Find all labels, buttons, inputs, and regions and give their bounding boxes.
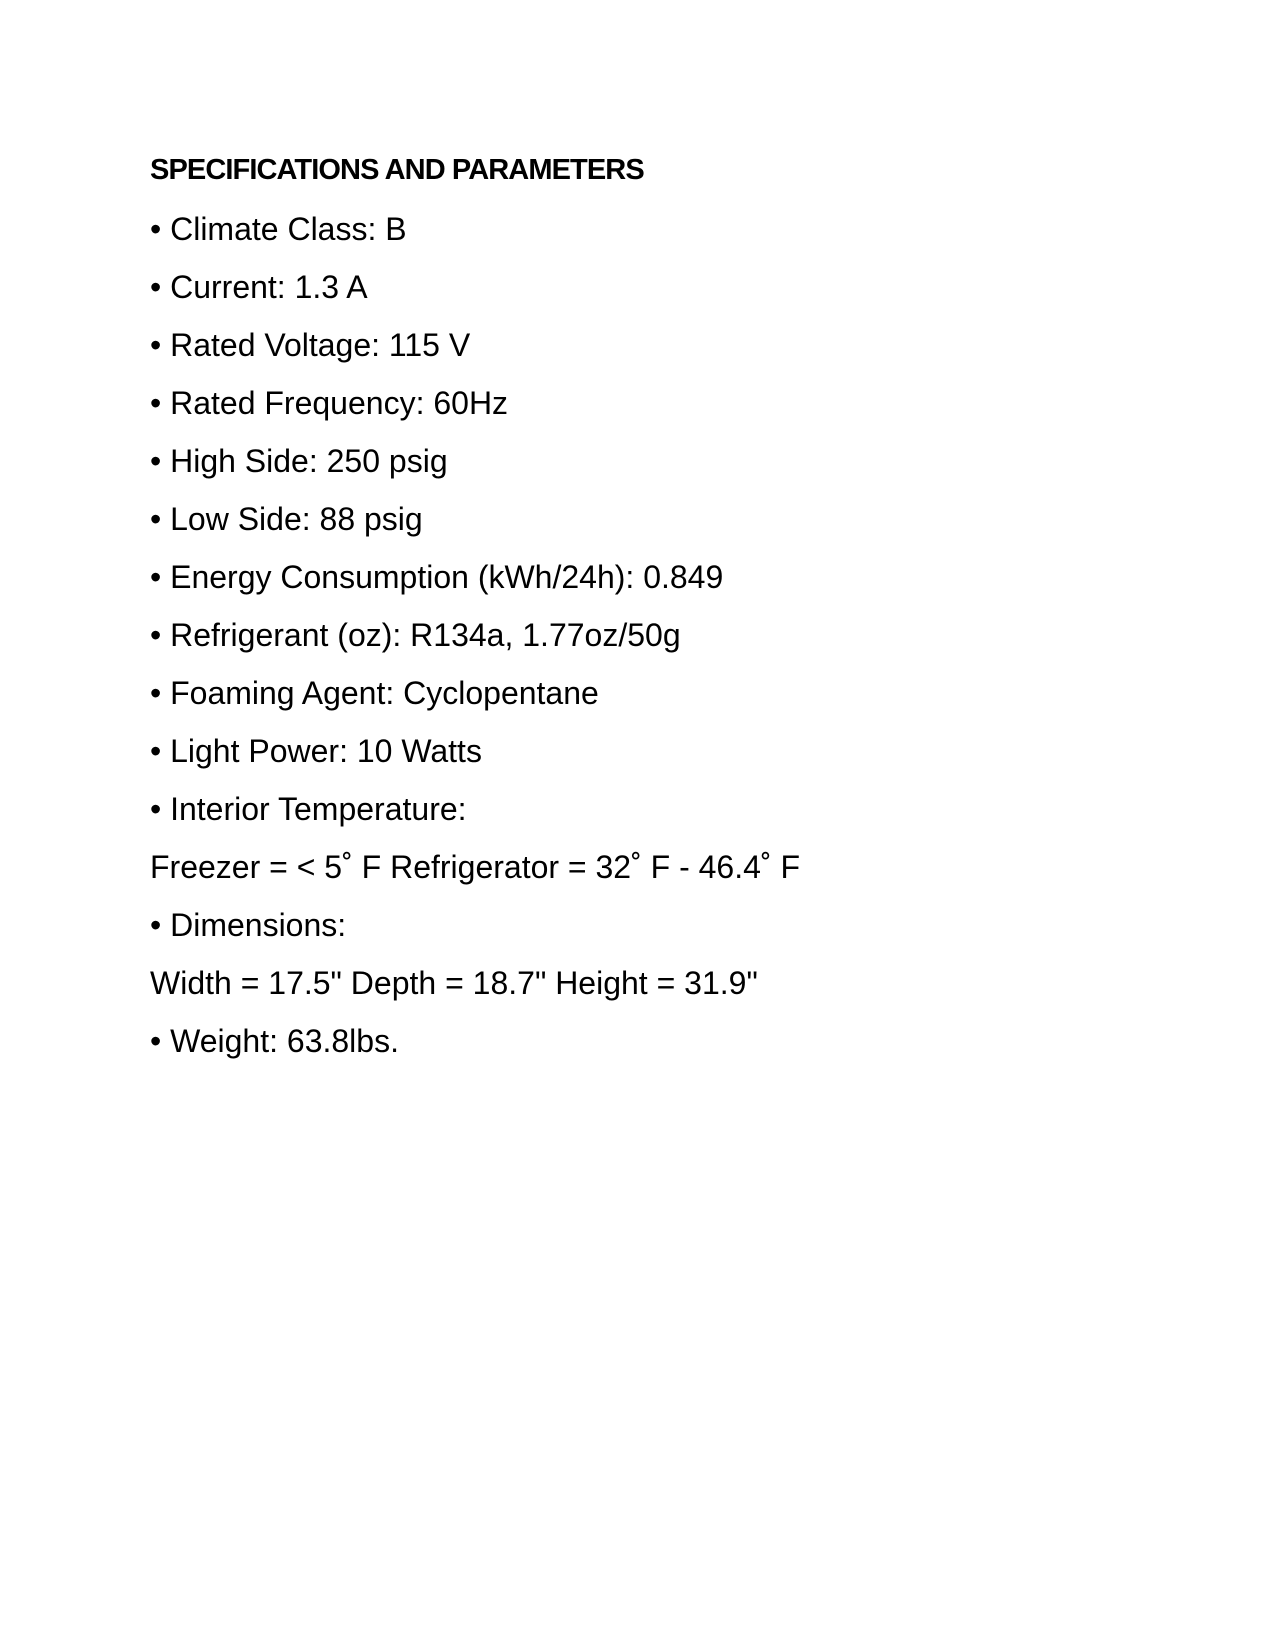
spec-high-side: • High Side: 250 psig bbox=[150, 443, 448, 479]
spec-current: • Current: 1.3 A bbox=[150, 269, 368, 305]
spec-interior-temperature-values: Freezer = < 5˚ F Refrigerator = 32˚ F - 46.4˚ F bbox=[150, 849, 800, 885]
spec-low-side: • Low Side: 88 psig bbox=[150, 501, 423, 537]
spec-refrigerant: • Refrigerant (oz): R134a, 1.77oz/50g bbox=[150, 617, 681, 653]
spec-rated-voltage: • Rated Voltage: 115 V bbox=[150, 327, 471, 363]
spec-climate-class: • Climate Class: B bbox=[150, 211, 407, 247]
spec-energy-consumption: • Energy Consumption (kWh/24h): 0.849 bbox=[150, 559, 724, 595]
spec-light-power: • Light Power: 10 Watts bbox=[150, 733, 482, 769]
spec-list bbox=[150, 200, 800, 1070]
spec-dimensions-values: Width = 17.5" Depth = 18.7" Height = 31.9" bbox=[150, 965, 758, 1001]
page-title: SPECIFICATIONS AND PARAMETERS bbox=[150, 154, 644, 186]
spec-interior-temperature: • Interior Temperature: bbox=[150, 791, 467, 827]
spec-rated-frequency: • Rated Frequency: 60Hz bbox=[150, 385, 509, 421]
spec-weight: • Weight: 63.8lbs. bbox=[150, 1023, 399, 1059]
spec-dimensions: • Dimensions: bbox=[150, 907, 347, 943]
spec-foaming-agent: • Foaming Agent: Cyclopentane bbox=[150, 675, 599, 711]
